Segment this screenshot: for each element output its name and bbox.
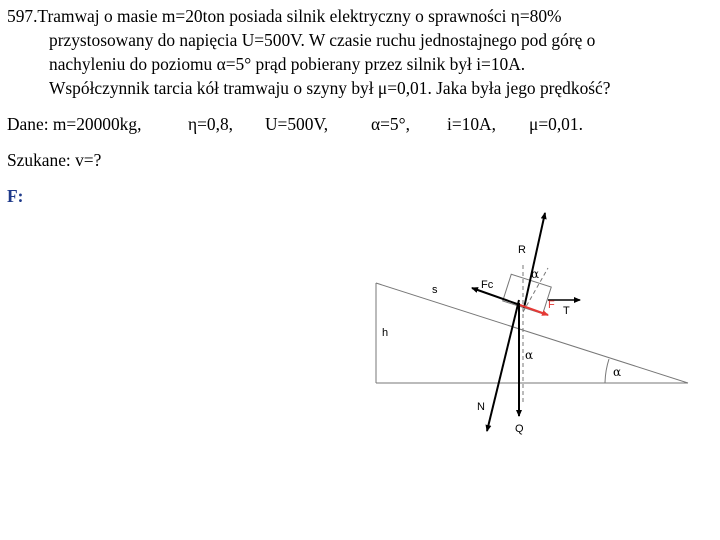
label-T: T [563, 305, 570, 317]
unknown-quantity: Szukane: v=? [7, 150, 102, 170]
label-Q: Q [515, 423, 524, 435]
incline-triangle [376, 283, 688, 383]
section-label-forces: F: [7, 186, 24, 206]
label-Fc: Fc [481, 279, 494, 291]
problem-line-3: nachyleniu do poziomu α=5° prąd pobierany przez silnik był i=10A. [49, 54, 526, 74]
given-mass: Dane: m=20000kg, [7, 114, 142, 134]
label-alpha-base: α [613, 365, 622, 379]
label-N: N [477, 401, 485, 413]
label-alpha-middle: α [525, 348, 534, 362]
reaction-force-arrow [524, 213, 545, 308]
label-s: s [432, 284, 438, 296]
incline-slope [376, 283, 688, 383]
given-voltage: U=500V, [265, 114, 329, 134]
label-alpha-top: α [531, 267, 540, 281]
problem-line-2: przystosowany do napięcia U=500V. W czasie ruchu jednostajnego pod górę o [49, 30, 596, 50]
given-angle: α=5°, [371, 114, 410, 134]
label-R: R [518, 244, 526, 256]
given-efficiency: η=0,8, [188, 114, 233, 134]
angle-arc-base [605, 359, 609, 383]
label-F: F [548, 299, 555, 311]
friction-force-arrow [472, 288, 520, 305]
problem-line-4: Współczynnik tarcia kół tramwaju o szyny był μ=0,01. Jaka była jego prędkość? [49, 78, 611, 98]
given-friction: μ=0,01. [529, 114, 583, 134]
problem-line-1: 597.Tramwaj o masie m=20ton posiada silnik elektryczny o sprawności η=80% [7, 6, 562, 26]
given-current: i=10A, [447, 114, 496, 134]
label-h: h [382, 327, 389, 339]
